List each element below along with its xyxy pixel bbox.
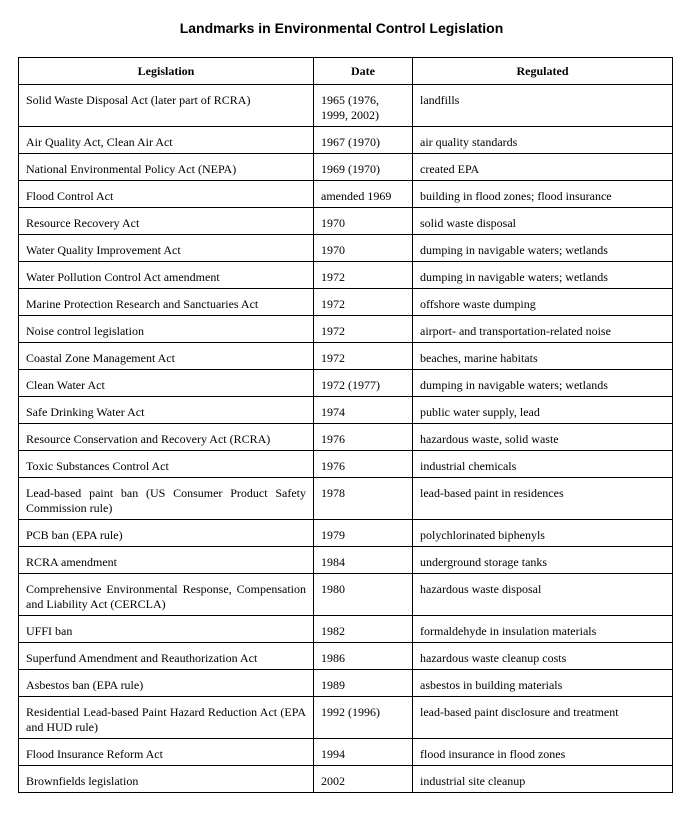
table-row [19, 85, 673, 127]
date-cell: 1972 [314, 262, 413, 289]
legislation-cell: Resource Conservation and Recovery Act (RCRA) [19, 424, 314, 451]
legislation-cell: Comprehensive Environmental Response, Compensation and Liability Act (CERCLA) [19, 574, 314, 616]
legislation-cell: Marine Protection Research and Sanctuaries Act [19, 289, 314, 316]
table-row [19, 397, 673, 424]
legislation-cell: Coastal Zone Management Act [19, 343, 314, 370]
legislation-cell: Superfund Amendment and Reauthorization Act [19, 643, 314, 670]
date-cell: 1980 [314, 574, 413, 616]
regulated-cell: hazardous waste disposal [413, 574, 673, 616]
date-cell: 1970 [314, 235, 413, 262]
regulated-cell: dumping in navigable waters; wetlands [413, 235, 673, 262]
legislation-cell: Resource Recovery Act [19, 208, 314, 235]
legislation-cell: Toxic Substances Control Act [19, 451, 314, 478]
regulated-cell: flood insurance in flood zones [413, 739, 673, 766]
date-cell: 1969 (1970) [314, 154, 413, 181]
legislation-cell: National Environmental Policy Act (NEPA) [19, 154, 314, 181]
legislation-cell: Residential Lead-based Paint Hazard Reduction Act (EPA and HUD rule) [19, 697, 314, 739]
table-row [19, 370, 673, 397]
regulated-cell: beaches, marine habitats [413, 343, 673, 370]
regulated-cell: formaldehyde in insulation materials [413, 616, 673, 643]
legislation-cell: Flood Insurance Reform Act [19, 739, 314, 766]
table-row [19, 739, 673, 766]
table-header-row [19, 58, 673, 85]
date-cell: 1992 (1996) [314, 697, 413, 739]
legislation-cell: Solid Waste Disposal Act (later part of RCRA) [19, 85, 314, 127]
date-cell: 2002 [314, 766, 413, 793]
date-cell: 1967 (1970) [314, 127, 413, 154]
legislation-cell: UFFI ban [19, 616, 314, 643]
table-row [19, 289, 673, 316]
regulated-cell: dumping in navigable waters; wetlands [413, 370, 673, 397]
date-cell: 1965 (1976, 1999, 2002) [314, 85, 413, 127]
table-row [19, 766, 673, 793]
table-row [19, 181, 673, 208]
date-cell: 1989 [314, 670, 413, 697]
date-cell: 1978 [314, 478, 413, 520]
date-cell: amended 1969 [314, 181, 413, 208]
table-row [19, 478, 673, 520]
regulated-cell: dumping in navigable waters; wetlands [413, 262, 673, 289]
table-row [19, 208, 673, 235]
regulated-cell: industrial chemicals [413, 451, 673, 478]
date-cell: 1976 [314, 424, 413, 451]
table-row [19, 616, 673, 643]
table-row [19, 670, 673, 697]
legislation-cell: RCRA amendment [19, 547, 314, 574]
legislation-cell: Air Quality Act, Clean Air Act [19, 127, 314, 154]
legislation-cell: Asbestos ban (EPA rule) [19, 670, 314, 697]
legislation-cell: PCB ban (EPA rule) [19, 520, 314, 547]
date-cell: 1974 [314, 397, 413, 424]
legislation-cell: Safe Drinking Water Act [19, 397, 314, 424]
date-cell: 1982 [314, 616, 413, 643]
regulated-cell: landfills [413, 85, 673, 127]
table-row [19, 424, 673, 451]
table-row [19, 451, 673, 478]
table-row [19, 316, 673, 343]
date-cell: 1976 [314, 451, 413, 478]
legislation-cell: Flood Control Act [19, 181, 314, 208]
regulated-cell: air quality standards [413, 127, 673, 154]
table-row [19, 154, 673, 181]
legislation-cell: Lead-based paint ban (US Consumer Product Safety Commission rule) [19, 478, 314, 520]
date-cell: 1979 [314, 520, 413, 547]
regulated-cell: created EPA [413, 154, 673, 181]
table-row [19, 574, 673, 616]
legislation-cell: Water Quality Improvement Act [19, 235, 314, 262]
table-row [19, 262, 673, 289]
legislation-cell: Noise control legislation [19, 316, 314, 343]
table-body [19, 85, 673, 793]
regulated-cell: offshore waste dumping [413, 289, 673, 316]
regulated-cell: industrial site cleanup [413, 766, 673, 793]
regulated-cell: lead-based paint in residences [413, 478, 673, 520]
date-cell: 1972 [314, 343, 413, 370]
date-cell: 1972 (1977) [314, 370, 413, 397]
legislation-cell: Water Pollution Control Act amendment [19, 262, 314, 289]
regulated-cell: lead-based paint disclosure and treatment [413, 697, 673, 739]
table-row [19, 235, 673, 262]
regulated-cell: hazardous waste, solid waste [413, 424, 673, 451]
legislation-table [18, 57, 673, 793]
legislation-cell: Clean Water Act [19, 370, 314, 397]
table-row [19, 127, 673, 154]
date-cell: 1994 [314, 739, 413, 766]
regulated-cell: hazardous waste cleanup costs [413, 643, 673, 670]
page-title: Landmarks in Environmental Control Legislation [179, 20, 504, 36]
regulated-cell: underground storage tanks [413, 547, 673, 574]
table-row [19, 697, 673, 739]
regulated-cell: building in flood zones; flood insurance [413, 181, 673, 208]
column-header-regulated: Regulated [413, 58, 673, 85]
column-header-date: Date [314, 58, 413, 85]
regulated-cell: solid waste disposal [413, 208, 673, 235]
table-row [19, 643, 673, 670]
date-cell: 1972 [314, 316, 413, 343]
date-cell: 1970 [314, 208, 413, 235]
regulated-cell: public water supply, lead [413, 397, 673, 424]
date-cell: 1972 [314, 289, 413, 316]
regulated-cell: airport- and transportation-related noise [413, 316, 673, 343]
regulated-cell: asbestos in building materials [413, 670, 673, 697]
regulated-cell: polychlorinated biphenyls [413, 520, 673, 547]
date-cell: 1984 [314, 547, 413, 574]
legislation-cell: Brownfields legislation [19, 766, 314, 793]
table-row [19, 547, 673, 574]
table-row [19, 343, 673, 370]
date-cell: 1986 [314, 643, 413, 670]
table-row [19, 520, 673, 547]
column-header-legislation: Legislation [19, 58, 314, 85]
